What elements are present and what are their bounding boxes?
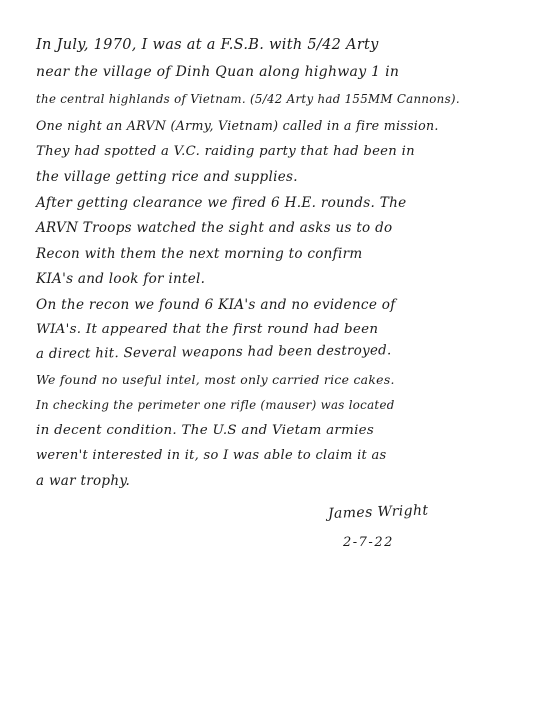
letter-line-2: near the village of Dinh Quan along highway 1 in [36, 64, 400, 80]
letter-line-10: KIA's and look for intel. [36, 271, 206, 287]
letter-line-1: In July, 1970, I was at a F.S.B. with 5/42 Arty [36, 37, 379, 53]
signature-name: James Wright [327, 502, 429, 522]
letter-line-6: the village getting rice and supplies. [36, 169, 298, 185]
letter-line-4: One night an ARVN (Army, Vietnam) called in a fire mission. [36, 118, 439, 133]
signature-date: 2-7-22 [343, 535, 394, 550]
letter-line-11: On the recon we found 6 KIA's and no evidence of [36, 297, 396, 313]
letter-line-3: the central highlands of Vietnam. (5/42 Arty had 155MM Cannons). [36, 92, 460, 106]
letter-line-16: in decent condition. The U.S and Vietam armies [36, 423, 375, 438]
letter-line-8: ARVN Troops watched the sight and asks us to do [36, 220, 393, 236]
letter-line-17: weren't interested in it, so I was able to claim it as [36, 448, 387, 463]
letter-line-12: WIA's. It appeared that the first round had been [36, 322, 379, 337]
letter-line-5: They had spotted a V.C. raiding party that had been in [36, 144, 415, 159]
letter-line-18: a war trophy. [36, 473, 131, 489]
letter-line-14: We found no useful intel, most only carried rice cakes. [36, 372, 395, 387]
letter-line-7: After getting clearance we fired 6 H.E. rounds. The [36, 195, 407, 211]
letter-line-15: In checking the perimeter one rifle (mauser) was located [36, 398, 395, 412]
letter-line-13: a direct hit. Several weapons had been destroyed. [35, 343, 392, 362]
letter-line-9: Recon with them the next morning to confirm [36, 246, 363, 262]
